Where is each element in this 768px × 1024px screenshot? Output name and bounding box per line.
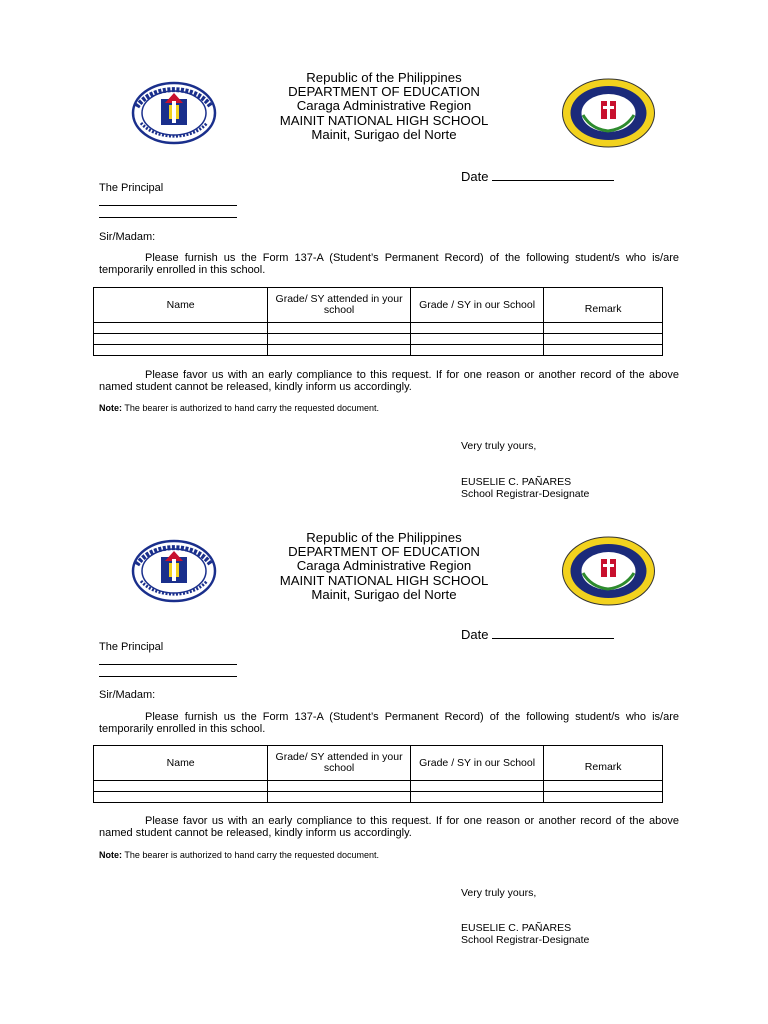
note xyxy=(99,403,379,413)
col-name-header: Name xyxy=(94,288,268,323)
salutation: Sir/Madam: xyxy=(99,231,156,243)
addressee-principal: The Principal xyxy=(99,641,164,653)
col-grade-attended-header: Grade/ SY attended in your school xyxy=(268,746,411,781)
note xyxy=(99,850,379,860)
table-row xyxy=(94,323,663,334)
note-label: Note: xyxy=(99,403,122,413)
col-grade-ours-header: Grade / SY in our School xyxy=(410,288,544,323)
note-label: Note: xyxy=(99,850,122,860)
header-school: MAINIT NATIONAL HIGH SCHOOL xyxy=(279,112,489,128)
col-remark-header: Remark xyxy=(544,288,663,323)
col-grade-ours-header: Grade / SY in our School xyxy=(410,746,544,781)
date-blank[interactable] xyxy=(492,169,614,181)
header-republic: Republic of the Philippines xyxy=(306,530,462,545)
signatory-name: EUSELIE C. PAÑARES xyxy=(461,476,572,488)
header-republic: Republic of the Philippines xyxy=(306,70,462,85)
letterhead xyxy=(0,71,768,142)
col-grade-attended-header: Grade/ SY attended in your school xyxy=(268,288,411,323)
request-text: Please furnish us the Form 137-A (Student’s Permanent Record) of the following student/s who is/are temporarily enrolled in this school. xyxy=(99,252,679,276)
header-region: Caraga Administrative Region xyxy=(296,558,472,574)
date-field xyxy=(461,627,614,642)
addressee-block xyxy=(99,641,237,677)
closing: Very truly yours, xyxy=(461,887,537,899)
addressee-blank-line[interactable] xyxy=(99,665,237,677)
header-department: DEPARTMENT OF EDUCATION xyxy=(288,84,480,100)
col-remark-header: Remark xyxy=(544,746,663,781)
signatory-name: EUSELIE C. PAÑARES xyxy=(461,922,572,934)
date-blank[interactable] xyxy=(492,627,614,639)
date-label: Date xyxy=(461,627,489,642)
signature-block xyxy=(461,922,589,946)
addressee-blank-line[interactable] xyxy=(99,653,237,665)
compliance-paragraph xyxy=(99,369,679,393)
request-paragraph xyxy=(99,252,679,276)
header-region: Caraga Administrative Region xyxy=(296,98,472,114)
table-row xyxy=(94,334,663,345)
closing: Very truly yours, xyxy=(461,440,537,452)
addressee-blank-line[interactable] xyxy=(99,194,237,206)
student-table xyxy=(93,745,663,803)
request-text: Please furnish us the Form 137-A (Student’s Permanent Record) of the following student/s who is/are temporarily enrolled in this school. xyxy=(99,711,679,735)
header-school: MAINIT NATIONAL HIGH SCHOOL xyxy=(279,572,489,588)
addressee-blank-line[interactable] xyxy=(99,206,237,218)
header-location: Mainit, Surigao del Norte xyxy=(311,586,457,602)
student-table xyxy=(93,287,663,356)
note-text: The bearer is authorized to hand carry the requested document. xyxy=(122,850,379,860)
compliance-paragraph xyxy=(99,815,679,839)
compliance-text: Please favor us with an early compliance to this request. If for one reason or another record of the above named student cannot be released, kindly inform us accordingly. xyxy=(99,815,679,839)
letterhead xyxy=(0,531,768,602)
table-row xyxy=(94,781,663,792)
note-text: The bearer is authorized to hand carry the requested document. xyxy=(122,403,379,413)
date-field xyxy=(461,169,614,184)
signatory-title: School Registrar-Designate xyxy=(461,934,590,946)
header-location: Mainit, Surigao del Norte xyxy=(311,126,457,142)
salutation: Sir/Madam: xyxy=(99,689,156,701)
signature-block xyxy=(461,476,589,500)
col-name-header: Name xyxy=(94,746,268,781)
date-label: Date xyxy=(461,169,489,184)
request-paragraph xyxy=(99,711,679,735)
table-row xyxy=(94,345,663,356)
compliance-text: Please favor us with an early compliance to this request. If for one reason or another record of the above named student cannot be released, kindly inform us accordingly. xyxy=(99,369,679,393)
table-row xyxy=(94,792,663,803)
addressee-principal: The Principal xyxy=(99,182,164,194)
signatory-title: School Registrar-Designate xyxy=(461,488,590,500)
addressee-block xyxy=(99,182,237,218)
header-department: DEPARTMENT OF EDUCATION xyxy=(288,544,480,560)
